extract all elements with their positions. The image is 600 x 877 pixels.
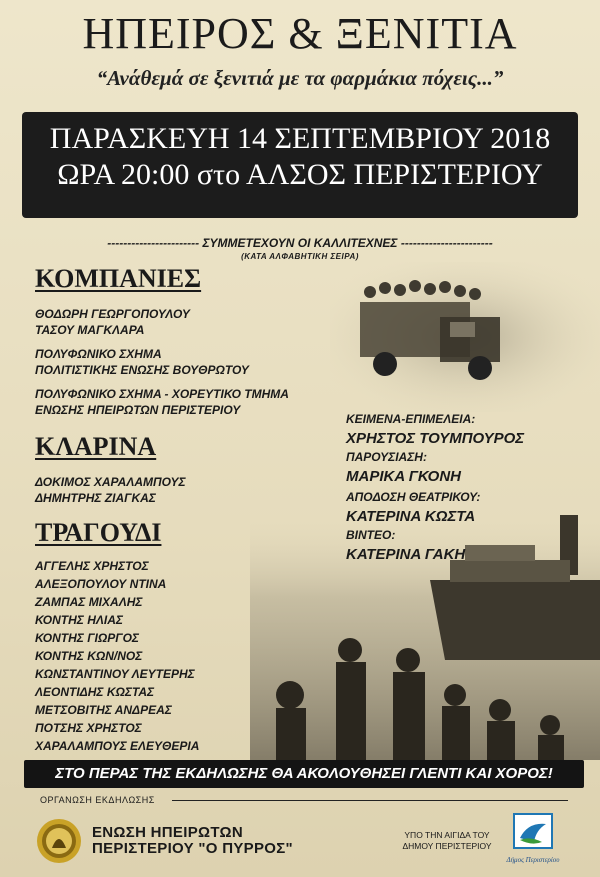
credit-name: ΚΑΤΕΡΙΝΑ ΓΑΚΗ xyxy=(346,546,466,563)
municipality-logo-text: Δήμος Περιστερίου xyxy=(506,856,560,864)
dove-logo xyxy=(506,812,560,868)
organizer-name-line2: ΠΕΡΙΣΤΕΡΙΟΥ "Ο ΠΥΡΡΟΣ" xyxy=(92,840,293,857)
list-item: ΑΓΓΕΛΗΣ ΧΡΗΣΤΟΣ xyxy=(35,559,149,573)
closing-banner: ΣΤΟ ΠΕΡΑΣ ΤΗΣ ΕΚΔΗΛΩΣΗΣ ΘΑ ΑΚΟΛΟΥΘΗΣΕΙ ΓΛΕΝΤΙ ΚΑΙ ΧΟΡΟΣ! xyxy=(24,760,584,788)
patronage-line2: ΔΗΜΟΥ ΠΕΡΙΣΤΕΡΙΟΥ xyxy=(402,841,492,851)
list-item: ΑΛΕΞΟΠΟΥΛΟΥ ΝΤΙΝΑ xyxy=(35,577,167,591)
list-item: ΠΟΤΣΗΣ ΧΡΗΣΤΟΣ xyxy=(35,721,142,735)
organizer-label: ΟΡΓΑΝΩΣΗ ΕΚΔΗΛΩΣΗΣ xyxy=(40,795,155,805)
list-item: ΠΟΛΥΦΩΝΙΚΟ ΣΧΗΜΑ xyxy=(35,347,162,361)
list-item: ΕΝΩΣΗΣ ΗΠΕΙΡΩΤΩΝ ΠΕΡΙΣΤΕΡΙΟΥ xyxy=(35,403,241,417)
list-item: ΔΗΜΗΤΡΗΣ ΖΙΑΓΚΑΣ xyxy=(35,491,156,505)
credit-name: ΜΑΡΙΚΑ ΓΚΟΝΗ xyxy=(346,468,462,485)
companies-heading: ΚΟΜΠΑΝΙΕΣ xyxy=(35,264,202,293)
list-item: ΜΕΤΣΟΒΙΤΗΣ ΑΝΔΡΕΑΣ xyxy=(35,703,172,717)
vintage-truck-photo xyxy=(330,262,600,412)
date-line: ΠΑΡΑΣΚΕΥΗ 14 ΣΕΠΤΕΜΒΡΙΟΥ 2018 xyxy=(49,122,551,155)
credit-role: ΑΠΟΔΟΣΗ ΘΕΑΤΡΙΚΟΥ: xyxy=(346,490,481,504)
organizer-name-line1: ΕΝΩΣΗ ΗΠΕΙΡΩΤΩΝ xyxy=(92,824,243,841)
participants-header: ----------------------- ΣΥΜΜΕΤΕΧΟΥΝ ΟΙ ΚΑΛΛΙΤΕΧΝΕΣ ----------------------- xyxy=(107,236,493,250)
divider xyxy=(172,800,568,801)
credit-role: ΒΙΝΤΕΟ: xyxy=(346,528,396,542)
list-item: ΚΟΝΤΗΣ ΓΙΩΡΓΟΣ xyxy=(35,631,139,645)
clarinets-heading: ΚΛΑΡΙΝΑ xyxy=(35,432,157,461)
list-item: ΔΟΚΙΜΟΣ ΧΑΡΑΛΑΜΠΟΥΣ xyxy=(35,475,186,489)
poster-title: ΗΠΕΙΡΟΣ & ΞΕΝΙΤΙΑ xyxy=(82,9,518,58)
time-location-line: ΩΡΑ 20:00 στο ΑΛΣΟΣ ΠΕΡΙΣΤΕΡΙΟΥ xyxy=(57,158,543,191)
credit-role: ΠΑΡΟΥΣΙΑΣΗ: xyxy=(346,450,427,464)
date-banner xyxy=(22,112,578,218)
credit-role: ΚΕΙΜΕΝΑ-ΕΠΙΜΕΛΕΙΑ: xyxy=(346,412,476,426)
ornate-seal-logo xyxy=(36,818,82,864)
list-item: ΘΟΔΩΡΗ ΓΕΩΡΓΟΠΟΥΛΟΥ xyxy=(35,307,190,321)
poster-subtitle: “Ανάθεμά σε ξενιτιά με τα φαρμάκια πόχεις...” xyxy=(96,66,504,90)
credit-name: ΧΡΗΣΤΟΣ ΤΟΥΜΠΟΥΡΟΣ xyxy=(346,430,525,447)
list-item: ΚΟΝΤΗΣ ΚΩΝ/ΝΟΣ xyxy=(35,649,143,663)
list-item: ΖΑΜΠΑΣ ΜΙΧΑΛΗΣ xyxy=(35,595,143,609)
patronage-line1: ΥΠΟ ΤΗΝ ΑΙΓΙΔΑ ΤΟΥ xyxy=(404,830,490,840)
list-item: ΧΑΡΑΛΑΜΠΟΥΣ ΕΛΕΥΘΕΡΙΑ xyxy=(35,739,200,753)
list-item: ΠΟΛΙΤΙΣΤΙΚΗΣ ΕΝΩΣΗΣ ΒΟΥΘΡΩΤΟΥ xyxy=(35,363,249,377)
patronage-text xyxy=(382,830,512,852)
organizer-name xyxy=(92,825,293,857)
list-item: ΤΑΣΟΥ ΜΑΓΚΛΑΡΑ xyxy=(35,323,145,337)
song-heading: ΤΡΑΓΟΥΔΙ xyxy=(35,518,162,547)
list-item: ΠΟΛΥΦΩΝΙΚΟ ΣΧΗΜΑ - ΧΟΡΕΥΤΙΚΟ ΤΜΗΜΑ xyxy=(35,387,289,401)
alphabetical-note: (ΚΑΤΑ ΑΛΦΑΒΗΤΙΚΗ ΣΕΙΡΑ) xyxy=(241,252,359,261)
list-item: ΚΩΝΣΤΑΝΤΙΝΟΥ ΛΕΥΤΕΡΗΣ xyxy=(35,667,195,681)
credit-name: ΚΑΤΕΡΙΝΑ ΚΩΣΤΑ xyxy=(346,508,476,525)
list-item: ΛΕΟΝΤΙΔΗΣ ΚΩΣΤΑΣ xyxy=(35,685,155,699)
list-item: ΚΟΝΤΗΣ ΗΛΙΑΣ xyxy=(35,613,123,627)
